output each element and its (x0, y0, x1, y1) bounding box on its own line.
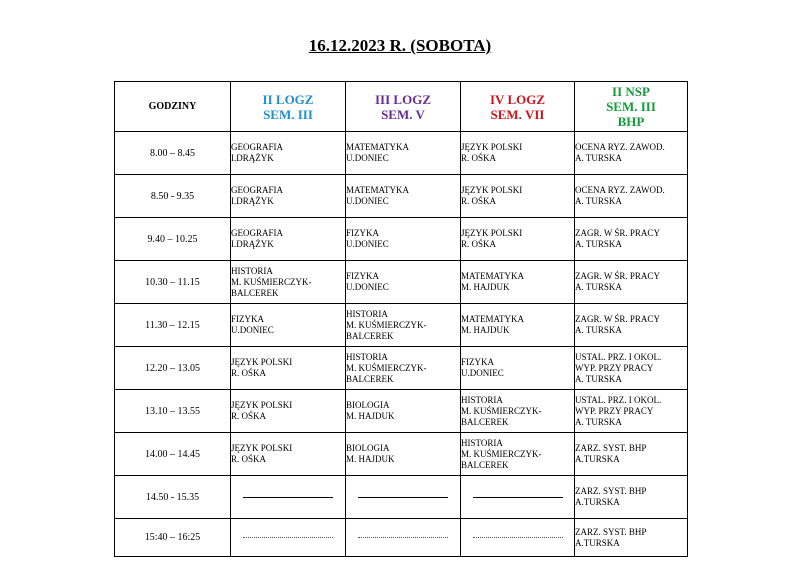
schedule-table (114, 81, 688, 557)
group-name: III LOGZ (375, 91, 431, 107)
subject-name: JĘZYK POLSKI (461, 228, 523, 238)
teacher-name: M. KUŚMIERCZYK- (346, 362, 427, 373)
teacher-name: WYP. PRZY PRACY (575, 405, 654, 416)
teacher-name: A.TURSKA (575, 454, 620, 464)
subject-name: MATEMATYKA (346, 185, 409, 195)
lesson-cell (346, 261, 461, 304)
schedule-row (115, 347, 688, 390)
lesson-cell (461, 132, 575, 175)
lesson-cell (231, 347, 346, 390)
subject-name: HISTORIA (231, 265, 273, 276)
subject-name: ZAGR. W ŚR. PRACY (575, 314, 660, 324)
lesson-cell (231, 175, 346, 218)
lesson-cell (575, 390, 688, 433)
subject-name: HISTORIA (461, 437, 503, 448)
teacher-name: A. TURSKA (575, 196, 622, 206)
teacher-name: A. TURSKA (575, 325, 622, 335)
schedule-row (115, 175, 688, 218)
empty-slot-line (358, 497, 448, 498)
subject-name: HISTORIA (346, 308, 388, 319)
group-semester: SEM. V (381, 106, 425, 122)
group-header-iii-logz (346, 82, 461, 132)
group-name: II LOGZ (262, 91, 314, 107)
teacher-name: M. HAJDUK (461, 282, 510, 292)
subject-name: FIZYKA (346, 228, 379, 238)
teacher-name: R. OŚKA (461, 196, 497, 206)
subject-name: GEOGRAFIA (231, 228, 284, 238)
lesson-cell (575, 519, 688, 557)
lesson-cell (346, 175, 461, 218)
lesson-cell (575, 476, 688, 519)
lesson-cell (575, 132, 688, 175)
lesson-cell (346, 433, 461, 476)
teacher-name: R. OŚKA (231, 454, 267, 464)
subject-name: USTAL. PRZ. I OKOL. (575, 351, 662, 362)
time-slot: 11.30 – 12.15 (115, 304, 231, 347)
schedule-row (115, 218, 688, 261)
schedule-row (115, 519, 688, 557)
empty-slot-line (358, 537, 448, 538)
subject-name: HISTORIA (346, 351, 388, 362)
subject-name: JĘZYK POLSKI (231, 400, 293, 410)
schedule-row (115, 304, 688, 347)
subject-name: GEOGRAFIA (231, 142, 284, 152)
teacher-name: M. KUŚMIERCZYK- (461, 448, 542, 459)
group-header-iv-logz (461, 82, 575, 132)
subject-name: ZARZ. SYST. BHP (575, 486, 647, 496)
subject-name: OCENA RYZ. ZAWOD. (575, 142, 665, 152)
schedule-row (115, 132, 688, 175)
subject-name: JĘZYK POLSKI (231, 443, 293, 453)
teacher-name: A.TURSKA (575, 537, 620, 548)
subject-name: FIZYKA (231, 314, 264, 324)
teacher-name: BALCEREK (461, 416, 509, 427)
teacher-name: A.TURSKA (575, 497, 620, 507)
lesson-cell (346, 519, 461, 557)
lesson-cell (346, 347, 461, 390)
subject-name: ZAGR. W ŚR. PRACY (575, 228, 660, 238)
subject-name: BIOLOGIA (346, 443, 390, 453)
empty-slot-line (243, 537, 333, 538)
subject-name: FIZYKA (346, 271, 379, 281)
teacher-name: M. KUŚMIERCZYK- (461, 405, 542, 416)
group-header-ii-nsp (575, 82, 688, 132)
group-semester: SEM. III (263, 106, 313, 122)
lesson-cell (231, 476, 346, 519)
time-slot: 12.20 – 13.05 (115, 347, 231, 390)
teacher-name: M. KUŚMIERCZYK- (346, 319, 427, 330)
teacher-name: BALCEREK (346, 330, 394, 341)
subject-name: FIZYKA (461, 357, 494, 367)
lesson-cell (346, 218, 461, 261)
lesson-cell (461, 476, 575, 519)
lesson-cell (231, 218, 346, 261)
teacher-name: R. OŚKA (461, 239, 497, 249)
lesson-cell (231, 433, 346, 476)
subject-name: USTAL. PRZ. I OKOL. (575, 394, 662, 405)
subject-name: ZAGR. W ŚR. PRACY (575, 271, 660, 281)
teacher-name: BALCEREK (461, 459, 509, 470)
teacher-name: WYP. PRZY PRACY (575, 362, 654, 373)
lesson-cell (346, 390, 461, 433)
group-specialty: BHP (617, 114, 645, 129)
teacher-name: A. TURSKA (575, 416, 622, 427)
lesson-cell (575, 218, 688, 261)
teacher-name: A. TURSKA (575, 239, 622, 249)
lesson-cell (575, 433, 688, 476)
teacher-name: I.DRĄŻYK (231, 239, 274, 249)
time-slot: 14.00 – 14.45 (115, 433, 231, 476)
teacher-name: R. OŚKA (461, 153, 497, 163)
lesson-cell (346, 476, 461, 519)
time-slot: 9.40 – 10.25 (115, 218, 231, 261)
lesson-cell (231, 390, 346, 433)
teacher-name: U.DONIEC (346, 196, 389, 206)
lesson-cell (461, 261, 575, 304)
lesson-cell (575, 261, 688, 304)
lesson-cell (575, 175, 688, 218)
lesson-cell (461, 218, 575, 261)
lesson-cell (346, 132, 461, 175)
lesson-cell (575, 304, 688, 347)
empty-slot-line (473, 497, 563, 498)
teacher-name: R. OŚKA (231, 411, 267, 421)
lesson-cell (461, 433, 575, 476)
subject-name: JĘZYK POLSKI (461, 142, 523, 152)
schedule-row (115, 261, 688, 304)
subject-name: MATEMATYKA (346, 142, 409, 152)
time-slot: 8.50 - 9.35 (115, 175, 231, 218)
teacher-name: I.DRĄŻYK (231, 196, 274, 206)
teacher-name: U.DONIEC (461, 368, 504, 378)
subject-name: OCENA RYZ. ZAWOD. (575, 185, 665, 195)
subject-name: HISTORIA (461, 394, 503, 405)
time-slot: 13.10 – 13.55 (115, 390, 231, 433)
subject-name: BIOLOGIA (346, 400, 390, 410)
lesson-cell (231, 519, 346, 557)
lesson-cell (461, 175, 575, 218)
subject-name: JĘZYK POLSKI (461, 185, 523, 195)
teacher-name: M. KUŚMIERCZYK- (231, 276, 312, 287)
teacher-name: A. TURSKA (575, 282, 622, 292)
subject-name: MATEMATYKA (461, 271, 524, 281)
subject-name: GEOGRAFIA (231, 185, 284, 195)
subject-name: ZARZ. SYST. BHP (575, 526, 647, 537)
lesson-cell (461, 519, 575, 557)
hours-header: GODZINY (115, 82, 231, 132)
teacher-name: A. TURSKA (575, 373, 622, 384)
subject-name: JĘZYK POLSKI (231, 357, 293, 367)
lesson-cell (461, 347, 575, 390)
time-slot: 14.50 - 15.35 (115, 476, 231, 519)
header-row (115, 82, 688, 132)
schedule-row (115, 433, 688, 476)
schedule-body (115, 132, 688, 557)
teacher-name: M. HAJDUK (346, 411, 395, 421)
time-slot: 15:40 – 16:25 (115, 519, 231, 557)
schedule-row (115, 390, 688, 433)
teacher-name: U.DONIEC (346, 239, 389, 249)
teacher-name: M. HAJDUK (461, 325, 510, 335)
teacher-name: M. HAJDUK (346, 454, 395, 464)
subject-name: MATEMATYKA (461, 314, 524, 324)
lesson-cell (461, 304, 575, 347)
time-slot: 8.00 – 8.45 (115, 132, 231, 175)
teacher-name: U.DONIEC (231, 325, 274, 335)
lesson-cell (575, 347, 688, 390)
group-semester: SEM. III (606, 99, 656, 114)
empty-slot-line (473, 537, 563, 538)
lesson-cell (231, 132, 346, 175)
teacher-name: I.DRĄŻYK (231, 153, 274, 163)
group-name: IV LOGZ (489, 91, 546, 107)
group-header-ii-logz (231, 82, 346, 132)
group-name: II NSP (612, 84, 650, 99)
page-title: 16.12.2023 R. (SOBOTA) (308, 36, 492, 55)
subject-name: ZARZ. SYST. BHP (575, 443, 647, 453)
empty-slot-line (243, 497, 333, 498)
lesson-cell (231, 304, 346, 347)
lesson-cell (461, 390, 575, 433)
lesson-cell (346, 304, 461, 347)
teacher-name: U.DONIEC (346, 282, 389, 292)
teacher-name: U.DONIEC (346, 153, 389, 163)
teacher-name: A. TURSKA (575, 153, 622, 163)
teacher-name: BALCEREK (231, 287, 279, 298)
teacher-name: BALCEREK (346, 373, 394, 384)
teacher-name: R. OŚKA (231, 368, 267, 378)
schedule-row (115, 476, 688, 519)
time-slot: 10.30 – 11.15 (115, 261, 231, 304)
group-semester: SEM. VII (490, 106, 545, 122)
lesson-cell (231, 261, 346, 304)
